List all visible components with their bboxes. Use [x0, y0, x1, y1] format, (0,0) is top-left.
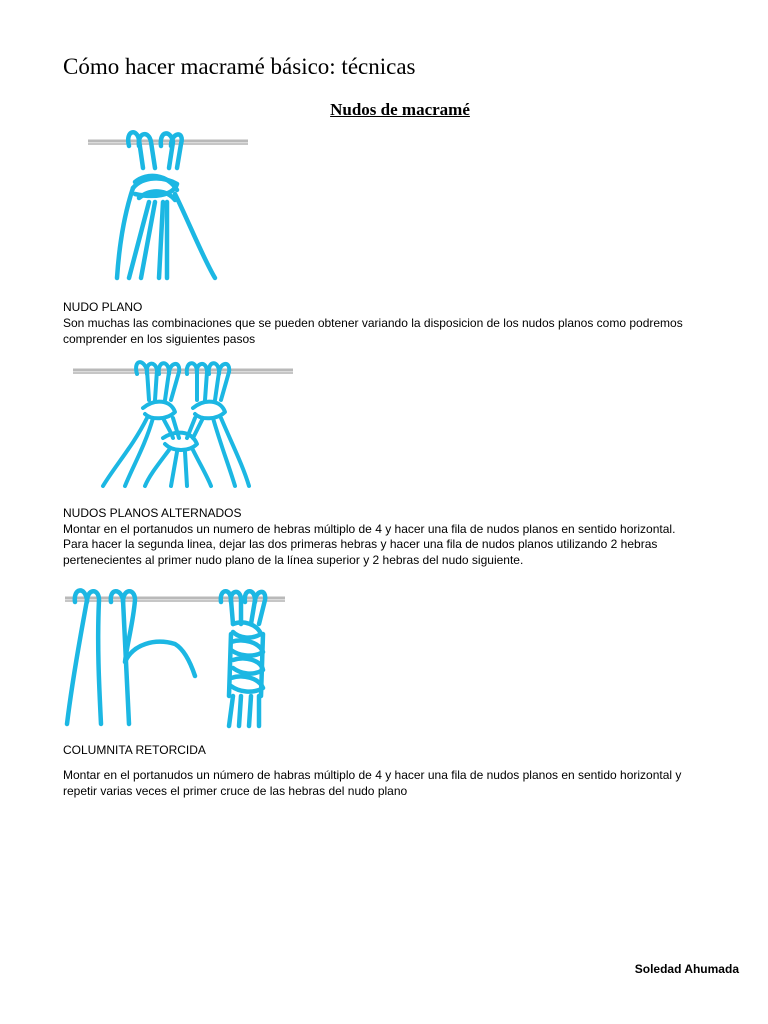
section-text-line: Para hacer la segunda linea, dejar las dos primeras hebras y hacer una fila de nudos planos utilizando 2 hebras — [63, 537, 658, 551]
page-title: Cómo hacer macramé básico: técnicas — [63, 54, 416, 79]
section-text-line: Montar en el portanudos un número de habras múltiplo de 4 y hacer una fila de nudos planos en sentido horizontal y — [63, 768, 682, 782]
square-knot-illustration — [63, 128, 253, 288]
section-text-line: pertenecientes al primer nudo plano de la línea superior y 2 hebras del nudo siguiente. — [63, 553, 524, 567]
section-text-line: comprender en los siguientes pasos — [63, 332, 256, 346]
section-text-line: Montar en el portanudos un numero de hebras múltiplo de 4 y hacer una fila de nudos planos en sentido horizontal. — [63, 522, 676, 536]
section-heading — [0, 99, 768, 121]
section-text-line: Son muchas las combinaciones que se pueden obtener variando la disposicion de los nudos planos como podremos — [63, 316, 683, 330]
alternating-square-knots-illustration — [63, 356, 295, 496]
section-label: COLUMNITA RETORCIDA — [63, 743, 206, 757]
section-heading-text: Nudos de macramé — [330, 100, 470, 119]
section-label: NUDOS PLANOS ALTERNADOS — [63, 506, 242, 520]
section-label: NUDO PLANO — [63, 300, 143, 314]
author-name: Soledad Ahumada — [634, 962, 739, 976]
twisted-column-illustration — [63, 584, 289, 730]
section-text-line: repetir varias veces el primer cruce de las hebras del nudo plano — [63, 784, 408, 798]
